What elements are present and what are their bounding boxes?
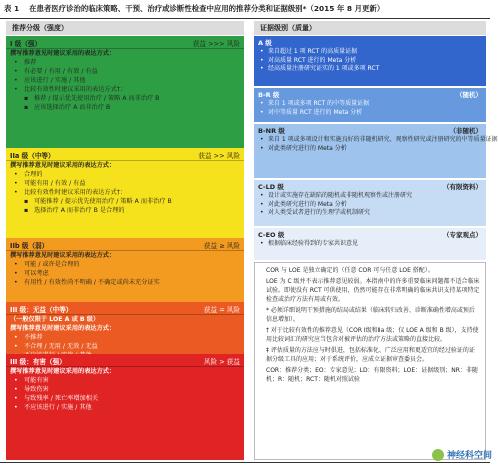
bullet-icon: • [14,171,18,178]
footnote: * 必须详细说明干预措施的结局或结果（临床转归改善、诊断准确性增高或预后信息增加）。 [266,307,475,323]
evidence-item-text: 经高质量注册研究证实的 1 项或多项 RCT [268,65,380,72]
class-name: IIa 级（中等） [10,152,55,160]
evidence-item [254,145,486,154]
bullet-icon: • [260,56,264,64]
evidence-name: C-EO 级 [258,231,285,239]
bullet-icon: • [14,343,18,350]
footnote: † 对于比较有效性的推荐意见（COR Ⅰ级和Ⅱa 级；仅 LOE A 级和 B 级），支持使用比较词汇的研究应当包含对被评估的治疗方法或策略的直接比较。 [266,327,479,343]
class-line [6,269,244,278]
bullet-icon: • [260,144,264,152]
bullet-icon: • [14,77,18,84]
class-line-text: 可能有用 / 有效 / 有益 [24,180,86,187]
class-line-text: 撰写推荐意见时建议采用的表达方式： [10,252,116,259]
right-column-header: 证据级别（质量） [254,21,486,35]
bullet-icon: • [14,86,18,93]
class-line [6,76,244,85]
evidence-tag: （专家观点） [443,231,482,239]
evidence-name: C-LD 级 [258,183,284,191]
evidence-item-text: 对人类受试者进行的生理学或机制研究 [268,209,371,216]
class-line-text: （一般仅限于 LOE A 或 B 级） [10,316,100,323]
class-line [6,376,244,385]
evidence-item [254,136,498,145]
evidence-item-text: 对高质量 RCT 进行的 Meta 分析 [268,56,357,64]
class-line-text: 推荐 [24,59,37,66]
evidence-item [254,192,486,201]
bullet-icon: • [260,65,264,72]
class-line [6,206,244,215]
evidence-item [254,100,486,109]
class-line [6,170,244,179]
class-line [6,394,244,403]
class-name: III 级：无益（中等） [10,306,73,314]
bullet-icon: • [260,192,264,199]
evidence-name: B-NR 级 [258,127,285,135]
evidence-level-1 [254,36,486,86]
class-name: III 级：有害（强） [10,358,66,366]
evidence-item [254,48,486,57]
benefit-risk: 获益 ≥ 风险 [203,242,240,250]
evidence-level-4 [254,180,486,226]
class-line [6,367,244,376]
bullet-icon: • [14,68,18,75]
bullet-icon: • [14,189,18,196]
recommendation-class-1 [6,36,244,148]
class-heading [6,36,244,49]
evidence-tag: （有限资料） [443,183,482,191]
evidence-tag: （非随机） [449,127,482,135]
footnote: COR：推荐分类；EO：专家意见；LD：有限资料；LOE：证据级别；NR：非随机；R：随机；RCT：随机对照试验 [266,367,478,383]
evidence-item-text: 对中等质量 RCT 进行的 Meta 分析 [268,108,363,116]
class-line-text: 比较有效性时建议采用的表达方式†： [24,86,127,93]
class-line-text: 不应该进行 / 实施 / 其他 [24,404,92,411]
class-line [6,179,244,188]
evidence-item-text: 对此类研究进行的 Meta 分析 [268,144,347,152]
evidence-item [254,209,486,218]
bullet-icon: • [260,136,264,143]
square-bullet-icon: ▪ [24,207,29,214]
evidence-tag: （随机） [456,91,482,99]
evidence-item [254,240,486,249]
class-line-text: 撰写推荐意见时建议采用的表达方式： [10,368,116,375]
watermark-text: 神经科空间 [446,451,492,461]
class-heading [6,238,244,251]
evidence-level-3 [254,124,498,178]
class-line-text: 可能有害 [24,377,49,384]
class-line-text: 有必要 / 有用 / 有效 / 有益 [24,68,98,75]
class-line-text: 导致伤害 [24,386,49,393]
footnote: LOE 为 C 级并不表示推荐意见较弱。本指南中的许多重要临床问题都不适合临床试验。即使没有 RCT 可供使用，仍然可能存在非常明确的临床共识支持某项特定检查或治疗方法有用或有效。 [266,278,480,303]
class-line [6,85,244,94]
class-name: I 级（强） [10,40,42,48]
bullet-icon: • [260,200,264,208]
class-line-text: 有用性 / 有效性尚不明确 / 不确定或尚未充分证实 [24,279,160,286]
evidence-name: A 级 [258,39,272,47]
benefit-risk: 获益 >> 风险 [198,152,240,160]
class-line [6,333,244,342]
square-bullet-icon: ▪ [24,104,29,111]
class-line [6,103,244,112]
class-line [6,403,244,412]
footnote: ‡ 评估质量的方法应与时俱进，包括标准化、广泛应用和更适宜的经过验证的证据分级工具的应用；对于系统评价，应成立证据审查委员会。 [266,347,475,363]
bullet-icon: • [14,395,18,402]
class-name: IIb 级（弱） [10,242,49,250]
class-line-text: 可能 / 或许是合理的 [24,261,80,268]
class-heading [6,302,244,315]
class-line [6,278,244,287]
evidence-item-text: 设计或实施存在缺陷的随机或非随机观察性或注册研究 [268,192,413,199]
table-label: 表 1 [4,4,20,13]
evidence-item [254,57,486,66]
bullet-icon: • [14,261,18,268]
bottom-rule [0,462,490,463]
class-line-text: 合理的 [24,171,43,178]
class-line-text: 选择治疗 A 而非治疗 B 是合理的 [34,207,125,214]
bullet-icon: • [260,240,264,247]
watermark [432,448,492,461]
recommendation-class-2 [6,148,244,238]
square-bullet-icon: ▪ [24,95,29,102]
class-line [6,315,244,324]
bullet-icon: • [14,377,18,384]
bullet-icon: • [260,108,264,116]
bullet-icon: • [260,209,264,216]
class-line-text: 撰写推荐意见时建议采用的表达方式： [10,50,116,57]
class-line-text: 撰写推荐意见时建议采用的表达方式： [10,325,116,332]
recommendation-class-5 [6,354,244,460]
recommendation-class-4 [6,302,244,354]
benefit-risk: 获益 >>> 风险 [192,40,240,48]
class-line-text: 推荐 / 提示优先使用治疗 / 策略 A 而非治疗 B [34,95,160,102]
evidence-level-5 [254,228,486,260]
class-line-text: 比较有效性时建议采用的表达方式†： [24,189,127,196]
class-line [6,94,244,103]
bullet-icon: • [14,59,18,66]
bullet-icon: • [14,404,18,411]
class-line [6,67,244,76]
top-rule [0,18,490,19]
evidence-item-text: 来自 1 项或多项设计和实施良好的非随机研究、观察性研究或注册研究的中等质量证据 [268,136,498,143]
class-line [6,324,244,333]
class-heading [6,354,244,367]
benefit-risk: 风险 > 获益 [203,358,240,366]
table-title [4,3,486,17]
bullet-icon: • [14,386,18,393]
class-line [6,260,244,269]
evidence-item [254,201,486,210]
class-line [6,161,244,170]
evidence-heading [254,88,486,100]
bullet-icon: • [14,180,18,187]
bullet-icon: • [14,279,18,286]
benefit-risk: 获益 = 风险 [203,306,240,314]
class-line [6,49,244,58]
bullet-icon: • [14,334,18,341]
class-line [6,251,244,260]
evidence-item-text: 根据临床经验得到的专家共识意见 [268,240,359,247]
class-line [6,342,244,351]
evidence-name: B-R 级 [258,91,280,99]
recommendation-class-3 [6,238,244,302]
bullet-icon: • [260,100,264,107]
class-line-text: 不合理 / 无用 / 无效 / 无益 [24,343,98,350]
left-column-header: 推荐分级（强度） [6,21,244,35]
evidence-heading [254,36,486,48]
class-line-text: 可以考虑 [24,270,49,277]
evidence-item-text: 来自 1 项或多项 RCT 的中等质量证据 [268,100,370,107]
evidence-item [254,65,486,74]
class-heading [6,148,244,161]
class-line [6,58,244,67]
class-line-text: 与致残率 / 死亡率增加相关 [24,395,99,402]
bullet-icon: • [260,48,264,55]
class-line-text: 可能推荐 / 提示优先使用治疗 / 策略 A 而非治疗 B [34,198,172,205]
evidence-item-text: 来自超过 1 项 RCT 的高质量证据 [268,48,358,55]
wechat-icon [432,449,444,461]
class-line-text: 应该选择治疗 A 而非治疗 B [34,104,111,111]
evidence-level-2 [254,88,486,122]
evidence-heading [254,180,486,192]
square-bullet-icon: ▪ [24,198,29,205]
class-line [6,188,244,197]
class-line-text: 应该进行 / 实施 / 其他 [24,77,86,84]
evidence-heading [254,228,486,240]
evidence-item [254,109,486,118]
evidence-item-text: 对此类研究进行的 Meta 分析 [268,200,347,208]
class-line [6,197,244,206]
footnotes [254,262,486,460]
footnote: COR 与 LOE 是独立确定的（任意 COR 可与任意 LOE 搭配）。 [266,267,434,274]
bullet-icon: • [14,270,18,277]
table-caption: 在患者医疗诊治的临床策略、干预、治疗或诊断性检查中应用的推荐分类和证据级别*（2015 年 8 月更新） [29,4,385,13]
class-line [6,385,244,394]
class-line-text: 撰写推荐意见时建议采用的表达方式： [10,162,116,169]
evidence-heading [254,124,486,136]
class-line-text: 不推荐 [24,334,43,341]
